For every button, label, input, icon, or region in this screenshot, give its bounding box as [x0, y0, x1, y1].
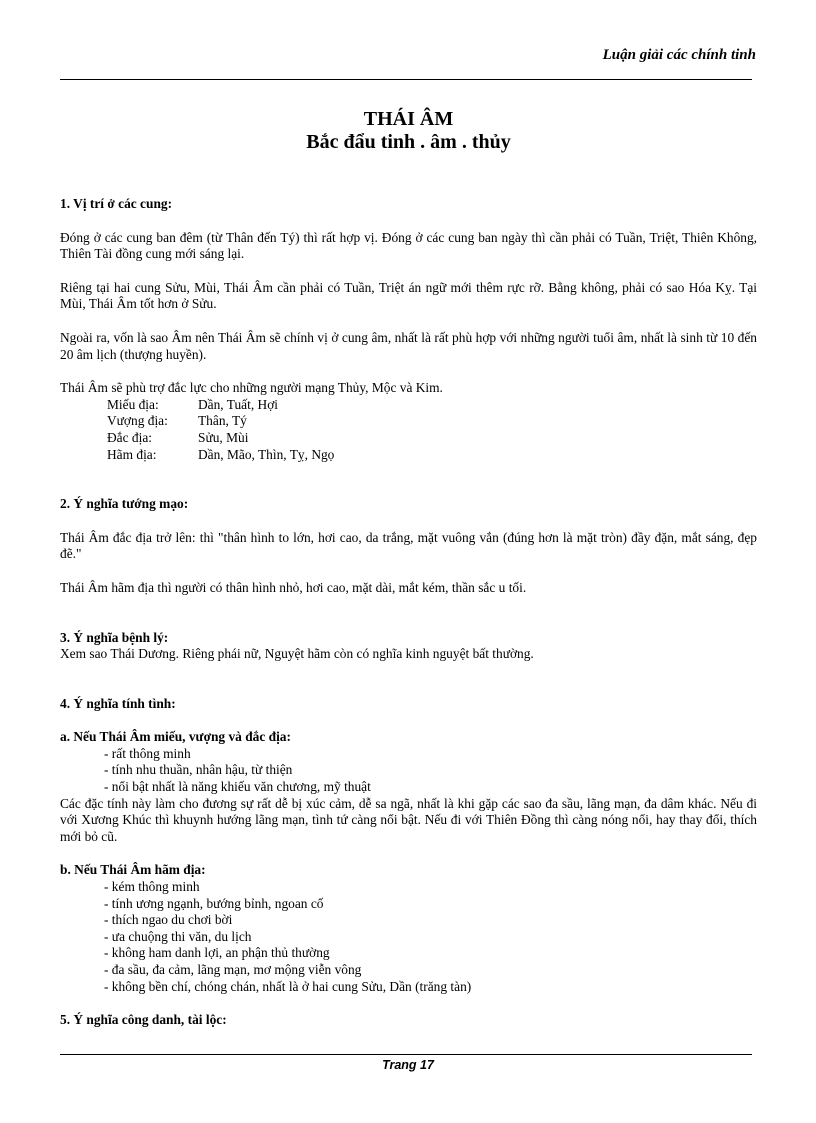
list-item: - không bền chí, chóng chán, nhất là ở hai cung Sửu, Dần (trăng tàn) — [104, 978, 472, 994]
section-1-paragraph: Thái Âm sẽ phù trợ đắc lực cho những người mạng Thủy, Mộc và Kim. — [60, 380, 443, 396]
list-item: - đa sầu, đa cảm, lãng mạn, mơ mộng viễn vông — [104, 962, 362, 977]
header-rule — [60, 79, 752, 80]
section-1-paragraph: Đóng ở các cung ban đêm (từ Thân đến Tý) thì rất hợp vị. Đóng ở các cung ban ngày thì cần phải có Tuần, Triệt, Thiên Không, Thiên Tài đồng cung mới sáng lại. — [60, 229, 757, 262]
list-item: - kém thông minh — [104, 879, 200, 895]
section-4a-paragraph: Các đặc tính này làm cho đương sự rất dễ bị xúc cảm, dễ sa ngã, nhất là khi gặp các sao đa sầu, lãng mạn, đa dâm khác. Nếu đi với Xương Khúc thì khuynh hướng lãng mạn, tình tứ càng nổi bật. Nếu đi với Thiên Đồng thì càng nóng nổi, hay thay đổi, thích mới bỏ cũ. — [60, 795, 757, 844]
position-label: Miếu địa: — [107, 396, 159, 412]
positions-table — [107, 397, 334, 463]
list-item: - thích ngao du chơi bời — [104, 912, 233, 928]
section-3-paragraph: Xem sao Thái Dương. Riêng phái nữ, Nguyệt hãm còn có nghĩa kinh nguyệt bất thường. — [60, 646, 534, 662]
section-1-paragraph: Riêng tại hai cung Sửu, Mùi, Thái Âm cần phải có Tuần, Triệt án ngữ mới thêm rực rỡ. Bằng không, phải có sao Hóa Kỵ. Tại Mùi, Thái Âm tốt hơn ở Sửu. — [60, 279, 757, 312]
position-value: Dần, Tuất, Hợi — [198, 396, 278, 412]
position-label: Hãm địa: — [107, 446, 157, 462]
section-2-paragraph: Thái Âm hãm địa thì người có thân hình nhỏ, hơi cao, mặt dài, mắt kém, thần sắc u tối. — [60, 579, 527, 595]
position-row — [107, 413, 334, 430]
list-item: - không ham danh lợi, an phận thủ thường — [104, 945, 330, 961]
section-5-heading: 5. Ý nghĩa công danh, tài lộc: — [60, 1012, 227, 1028]
list-item: - ưa chuộng thi văn, du lịch — [104, 928, 252, 944]
section-3-heading: 3. Ý nghĩa bệnh lý: — [60, 629, 169, 645]
list-item: - rất thông minh — [104, 745, 191, 761]
title-block — [60, 108, 757, 154]
position-row — [107, 397, 334, 414]
position-value: Sửu, Mùi — [198, 429, 249, 445]
position-row — [107, 447, 334, 464]
section-4-heading: 4. Ý nghĩa tính tình: — [60, 695, 176, 711]
section-4a-list — [60, 746, 757, 796]
section-4a-heading: a. Nếu Thái Âm miếu, vượng và đắc địa: — [60, 729, 291, 745]
section-1-heading: 1. Vị trí ở các cung: — [60, 196, 173, 211]
list-item: - tính ương ngạnh, bướng bỉnh, ngoan cố — [104, 895, 324, 911]
header-title: Luận giải các chính tinh — [602, 47, 756, 63]
section-1-paragraph: Ngoài ra, vốn là sao Âm nên Thái Âm sẽ chính vị ở cung âm, nhất là rất phù hợp với những người tuổi âm, nhất là sinh từ 10 đến 20 âm lịch (thượng huyền). — [60, 329, 757, 362]
section-4b-heading: b. Nếu Thái Âm hãm địa: — [60, 862, 206, 878]
page-subtitle: Bắc đẩu tinh . âm . thủy — [306, 131, 511, 153]
footer-rule — [60, 1054, 752, 1055]
page-content — [60, 108, 757, 1029]
list-item: - nổi bật nhất là năng khiếu văn chương, mỹ thuật — [104, 779, 371, 795]
list-item: - tính nhu thuần, nhân hậu, từ thiện — [104, 762, 293, 778]
position-value: Thân, Tý — [198, 413, 247, 429]
page-number: Trang 17 — [382, 1058, 434, 1072]
position-value: Dần, Mão, Thìn, Tỵ, Ngọ — [198, 446, 335, 462]
section-2-heading: 2. Ý nghĩa tướng mạo: — [60, 496, 189, 512]
section-4b-list — [60, 879, 757, 995]
section-2-paragraph: Thái Âm đắc địa trở lên: thì "thân hình to lớn, hơi cao, da trắng, mặt vuông vắn (đúng hơn là mặt tròn) đầy đặn, mắt sáng, đẹp đẽ." — [60, 529, 757, 562]
position-label: Vượng địa: — [107, 413, 168, 429]
page-title: THÁI ÂM — [363, 108, 454, 130]
position-label: Đắc địa: — [107, 429, 152, 445]
position-row — [107, 430, 334, 447]
